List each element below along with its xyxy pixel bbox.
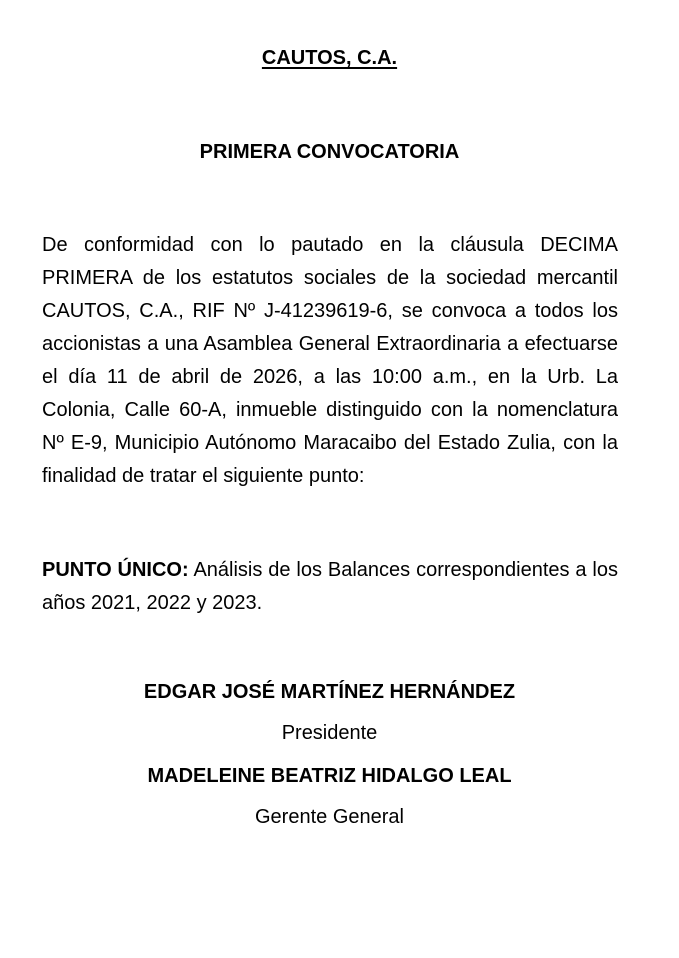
notice-body-paragraph: De conformidad con lo pautado en la cláusula DECIMA PRIMERA de los estatutos sociales de la sociedad mercantil CAUTOS, C.A., RIF Nº J-41239619-6, se convoca a todos los accionistas a una Asamblea General Extraordinaria a efectuarse el día 11 de abril de 2026, a las 10:00 a.m., en la Urb. La Colonia, Calle 60-A, inmueble distinguido con la nomenclatura Nº E-9, Municipio Autónomo Maracaibo del Estado Zulia, con la finalidad de tratar el siguiente punto:	[42, 234, 618, 487]
signatory-name-general-manager: MADELEINE BEATRIZ HIDALGO LEAL	[147, 765, 512, 787]
signatory-role-president: Presidente	[281, 722, 378, 744]
agenda-item	[42, 554, 618, 620]
signatory-role-general-manager: Gerente General	[255, 806, 404, 828]
agenda-text: Análisis de los Balances correspondientes a los años 2021, 2022 y 2023.	[42, 559, 618, 614]
notice-title: PRIMERA CONVOCATORIA	[199, 141, 460, 163]
signatory-name-president: EDGAR JOSÉ MARTÍNEZ HERNÁNDEZ	[143, 681, 516, 703]
agenda-label: PUNTO ÚNICO:	[42, 559, 189, 581]
company-name: CAUTOS, C.A.	[261, 47, 398, 69]
